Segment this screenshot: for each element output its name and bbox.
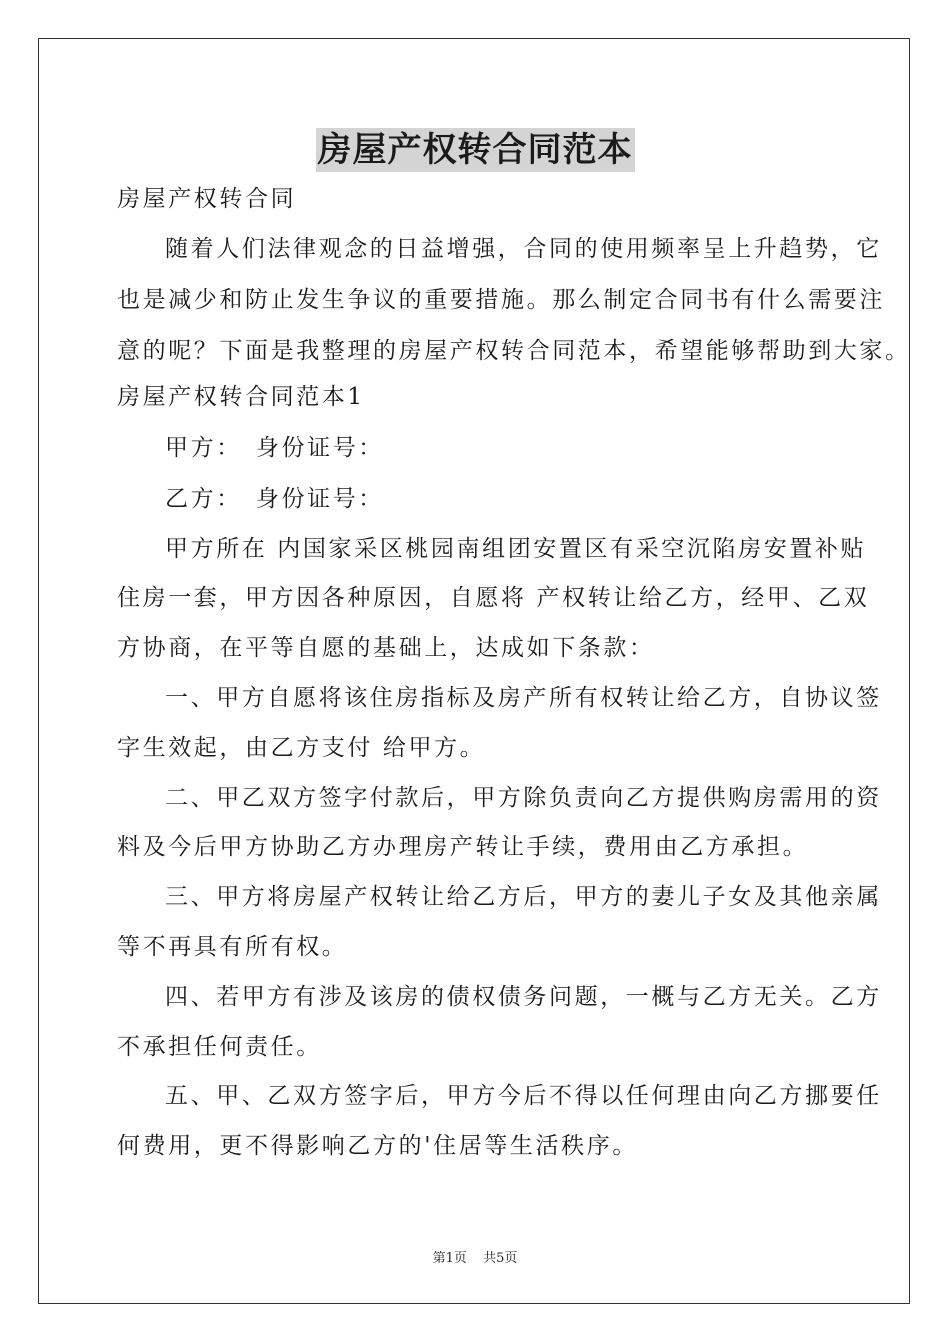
page-footer	[0, 1247, 950, 1266]
page-total: 共5页	[483, 1251, 518, 1266]
page-border	[38, 38, 910, 1304]
page-number: 第1页	[432, 1251, 467, 1266]
paragraph-line: 意的呢？下面是我整理的房屋产权转合同范本，希望能够帮助到大家。	[117, 338, 911, 364]
clause-line: 料及今后甲方协助乙方办理房产转让手续，费用由乙方承担。	[117, 834, 809, 860]
clause-line: 等不再具有所有权。	[117, 934, 348, 960]
paragraph-line: 也是减少和防止发生争议的重要措施。那么制定合同书有什么需要注	[117, 287, 885, 313]
paragraph-line: 住房一套，甲方因各种原因，自愿将 产权转让给乙方，经甲、乙双	[117, 585, 870, 611]
clause-line: 五、甲、乙双方签字后，甲方今后不得以任何理由向乙方挪要任	[165, 1083, 882, 1109]
clause-line: 三、甲方将房屋产权转让给乙方后，甲方的妻儿子女及其他亲属	[165, 884, 882, 910]
clause-line: 字生效起，由乙方支付 给甲方。	[117, 735, 486, 761]
party-a-line: 甲方： 身份证号：	[165, 435, 384, 461]
paragraph-line: 随着人们法律观念的日益增强，合同的使用频率呈上升趋势，它	[165, 236, 882, 262]
section-heading: 房屋产权转合同范本1	[117, 384, 365, 410]
clause-line: 二、甲乙双方签字付款后，甲方除负责向乙方提供购房需用的资	[165, 785, 882, 811]
document-title: 房屋产权转合同范本	[317, 130, 633, 170]
party-b-line: 乙方： 身份证号：	[165, 486, 384, 512]
clause-line: 不承担任何责任。	[117, 1034, 322, 1060]
clause-line: 何费用，更不得影响乙方的'住居等生活秩序。	[117, 1133, 638, 1159]
clause-line: 四、若甲方有涉及该房的债权债务问题，一概与乙方无关。乙方	[165, 984, 882, 1010]
paragraph-line: 甲方所在 内国家采区桃园南组团安置区有采空沉陷房安置补贴	[165, 536, 867, 562]
title-container	[0, 128, 950, 172]
paragraph-line: 方协商，在平等自愿的基础上，达成如下条款：	[117, 635, 655, 661]
subtitle-line: 房屋产权转合同	[117, 186, 297, 212]
clause-line: 一、甲方自愿将该住房指标及房产所有权转让给乙方，自协议签	[165, 685, 882, 711]
